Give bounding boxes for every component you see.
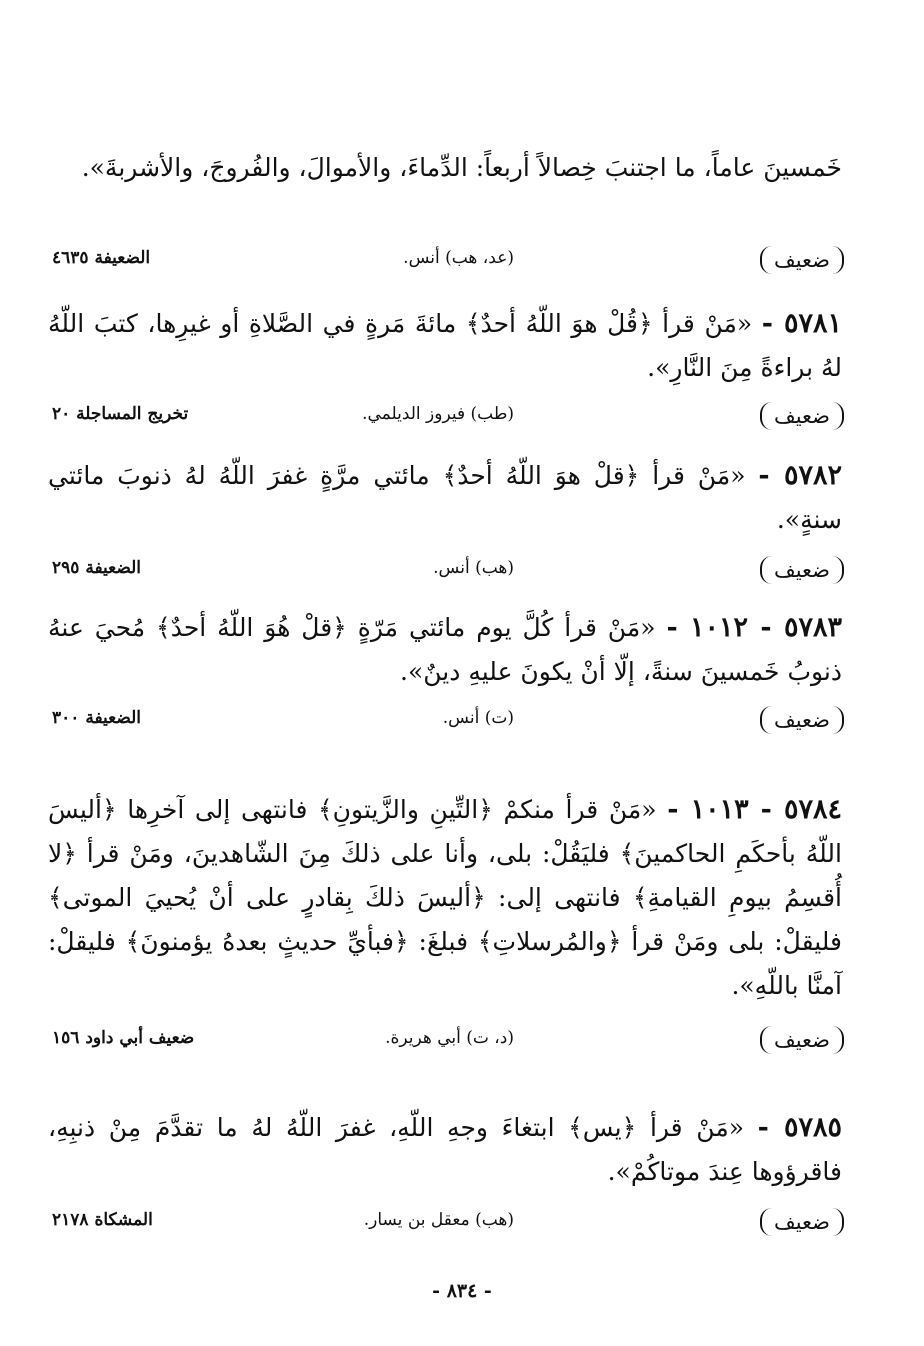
grade-label: ضعيف	[760, 1026, 844, 1054]
hadith-entry	[48, 788, 842, 1008]
hadith-number: ٥٧٨٢ -	[758, 460, 842, 491]
source-line	[52, 556, 844, 588]
book-reference: ضعيف أبي داود ١٥٦	[52, 1028, 195, 1048]
hadith-text	[48, 146, 842, 190]
page-number: - ٨٣٤ -	[432, 1280, 492, 1302]
hadith-number: ٥٧٨١ -	[761, 308, 842, 339]
hadith-body: «مَنْ قرأ كُلَّ يوم مائتي مَرّةٍ ﴿قلْ هُوَ اللّهُ أحدٌ﴾ مُحيَ عنهُ ذنوبُ خَمسينَ سنةً، إلّا أنْ يكونَ عليهِ دينٌ».	[48, 613, 842, 686]
grade-label: ضعيف	[760, 246, 844, 274]
hadith-body: «مَنْ قرأ ﴿قُلْ هوَ اللّهُ أحدٌ﴾ مائةَ مَرةٍ في الصَّلاةِ أو غيرِها، كتبَ اللّهُ لهُ براءةً مِنَ النَّارِ».	[48, 309, 842, 382]
source-line	[52, 246, 844, 278]
grade-label: ضعيف	[760, 402, 844, 430]
book-reference: الضعيفة ٣٠٠	[52, 708, 142, 728]
hadith-body: «مَنْ قرأ منكمْ ﴿التِّينِ والزَّيتونِ﴾ فانتهى إلى آخرِها ﴿أليسَ اللّهُ بأحكَمِ الحاكمينَ﴾ فليَقُلْ: بلى، وأنا على ذلكَ مِنَ الشّاهدينَ، ومَنْ قرأ ﴿لا أُقسِمُ بيومِ القيامةِ﴾ فانتهى إلى: ﴿أليسَ ذلكَ بِقادرٍ على أنْ يُحييَ الموتى﴾ فليقلْ: بلى ومَنْ قرأ ﴿والمُرسلاتِ﴾ فبلغَ: ﴿فبأيِّ حديثٍ بعدهُ يؤمنونَ﴾ فليقلْ: آمنَّا باللّهِ».	[48, 795, 842, 1000]
grade-label: ضعيف	[760, 1208, 844, 1236]
book-reference: تخريج المساجلة ٢٠	[52, 404, 189, 424]
book-reference: الضعيفة ٤٦٣٥	[52, 248, 151, 268]
hadith-number: ٥٧٨٤ - ١٠١٣ -	[667, 794, 842, 825]
book-reference: المشكاة ٢١٧٨	[52, 1210, 153, 1230]
source-line	[52, 402, 844, 434]
hadith-body: «مَنْ قرأ ﴿قلْ هوَ اللّهُ أحدٌ﴾ مائتي مرَّةٍ غفرَ اللّهُ لهُ ذنوبَ مائتي سنةٍ».	[48, 461, 842, 534]
book-reference: الضعيفة ٢٩٥	[52, 558, 142, 578]
hadith-entry	[48, 1106, 842, 1194]
grade-label: ضعيف	[760, 706, 844, 734]
hadith-entry	[48, 302, 842, 390]
source-line	[52, 706, 844, 738]
reference-text: (هب) أنس.	[433, 558, 514, 578]
reference-text: (ت) أنس.	[442, 708, 514, 728]
hadith-body: «مَنْ قرأ ﴿يس﴾ ابتغاءَ وجهِ اللّهِ، غفرَ اللّهُ لهُ ما تقدَّمَ مِنْ ذنبِهِ، فاقرؤوها عِندَ موتاكُمْ».	[48, 1113, 842, 1186]
reference-text: (هب) معقل بن يسار.	[363, 1210, 514, 1230]
hadith-entry	[48, 606, 842, 694]
source-line	[52, 1026, 844, 1058]
hadith-body: خَمسينَ عاماً، ما اجتنبَ خِصالاً أربعاً: الدِّماءَ، والأموالَ، والفُروجَ، والأشربةَ».	[81, 153, 842, 182]
hadith-entry	[48, 454, 842, 542]
source-line	[52, 1208, 844, 1240]
reference-text: (طب) فيروز الديلمي.	[362, 404, 514, 424]
grade-label: ضعيف	[760, 556, 844, 584]
hadith-number: ٥٧٨٣ - ١٠١٢ -	[666, 612, 842, 643]
reference-text: (د، ت) أبي هريرة.	[385, 1028, 514, 1048]
hadith-number: ٥٧٨٥ -	[757, 1112, 842, 1143]
reference-text: (عد، هب) أنس.	[403, 248, 514, 268]
